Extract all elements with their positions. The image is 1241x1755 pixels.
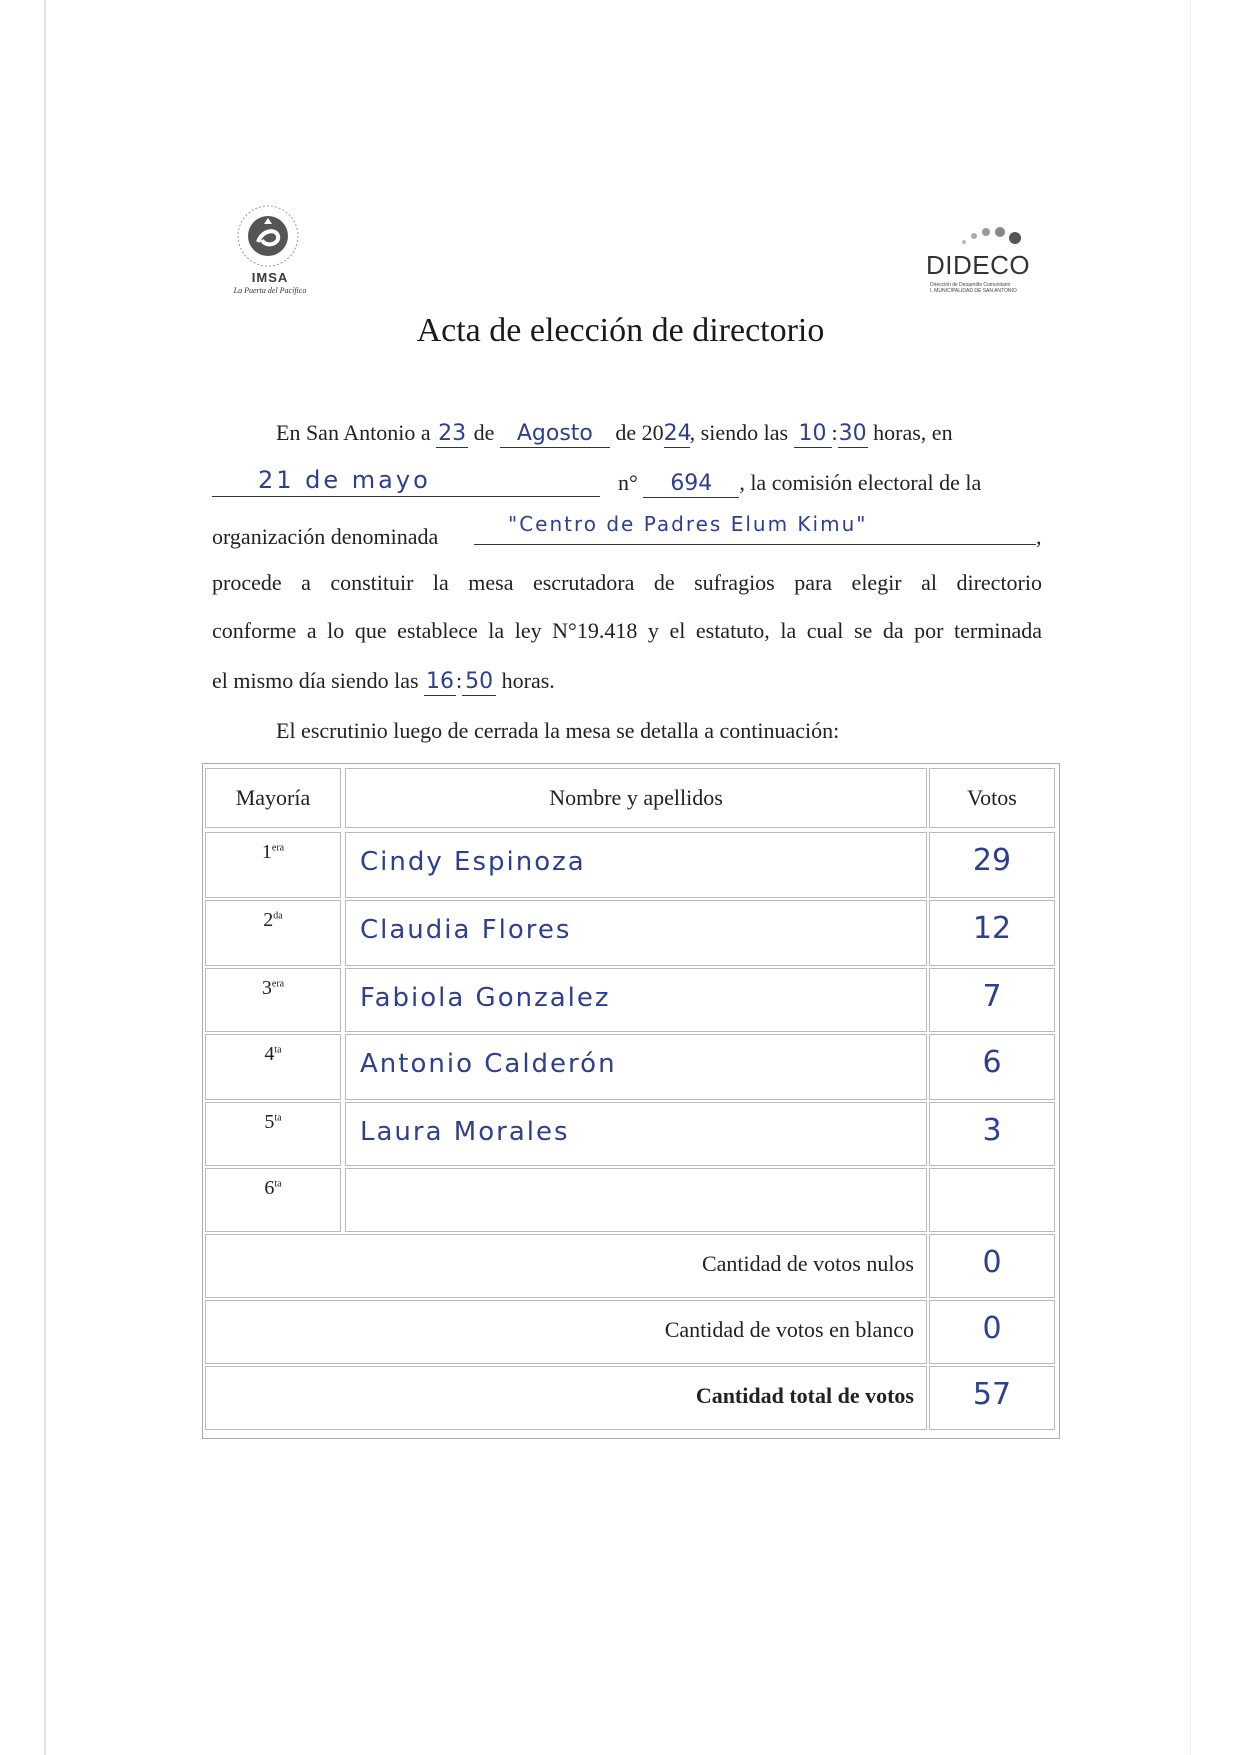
static-text: n°	[618, 470, 638, 495]
dideco-subtitle: Dirección de Desarrollo Comunitario	[930, 282, 1011, 288]
imsa-tagline: La Puerta del Pacífico	[233, 286, 307, 295]
votes-cell	[929, 1168, 1055, 1232]
results-table	[202, 763, 1060, 1439]
static-text: , siendo las	[689, 420, 789, 445]
month-field: Agosto	[500, 421, 610, 448]
total-votes-label: Cantidad total de votos	[205, 1366, 927, 1430]
static-text: horas.	[501, 668, 555, 693]
paragraph-line-4: procede a constituir la mesa escrutadora de sufragios para elegir al directorio	[212, 570, 1042, 595]
dideco-dots-icon	[960, 226, 1030, 248]
rank-cell: $6^{ta}$	[205, 1168, 341, 1232]
candidate-name-cell: Cindy Espinoza	[345, 832, 927, 898]
rank-cell: $2^{da}$	[205, 900, 341, 966]
document-title: Acta de elección de directorio	[416, 312, 825, 349]
blank-votes-value: 0	[929, 1300, 1055, 1364]
static-text: organización denominada	[212, 524, 439, 549]
votes-cell: 29	[929, 832, 1055, 898]
static-text: el mismo día siendo las	[212, 668, 419, 693]
candidate-name-cell: Laura Morales	[345, 1102, 927, 1166]
candidate-name-cell	[345, 1168, 927, 1232]
day-field: 23	[438, 421, 467, 446]
end-hour-field: 16	[426, 669, 455, 694]
paragraph-line-1	[276, 420, 953, 448]
address-field: 21 de mayo	[258, 466, 431, 494]
paragraph-line-7: El escrutinio luego de cerrada la mesa se detalla a continuación:	[276, 718, 840, 743]
header-rank: Mayoría	[205, 768, 341, 828]
start-minute-field: 30	[838, 421, 867, 446]
total-votes-value: 57	[929, 1366, 1055, 1430]
votes-cell: 3	[929, 1102, 1055, 1166]
candidate-name-cell: Fabiola Gonzalez	[345, 968, 927, 1032]
votes-cell: 7	[929, 968, 1055, 1032]
paragraph-line-5: conforme a lo que establece la ley N°19.418 y el estatuto, la cual se da por terminada	[212, 618, 1042, 643]
rank-cell: $5^{ta}$	[205, 1102, 341, 1166]
year-field: 24	[663, 421, 692, 446]
imsa-logo	[222, 204, 318, 310]
header-name: Nombre y apellidos	[345, 768, 927, 828]
dideco-subtitle: I. MUNICIPALIDAD DE SAN ANTONIO	[930, 288, 1017, 294]
organization-field: "Centro de Padres Elum Kimu"	[508, 512, 868, 536]
paragraph-line-6	[212, 668, 555, 696]
scan-edge	[1190, 0, 1191, 1755]
static-text: de 20	[615, 420, 664, 445]
start-hour-field: 10	[794, 421, 832, 448]
imsa-seal-icon	[236, 204, 300, 268]
votes-cell: 12	[929, 900, 1055, 966]
scan-edge	[44, 0, 46, 1755]
candidate-name-cell: Claudia Flores	[345, 900, 927, 966]
rank-cell: $4^{ta}$	[205, 1034, 341, 1100]
static-text: :	[831, 420, 838, 445]
number-field: 694	[643, 471, 739, 498]
static-text: horas, en	[873, 420, 953, 445]
static-text: En San Antonio a	[276, 420, 431, 445]
rank-cell: $3^{era}$	[205, 968, 341, 1032]
static-text: , la comisión electoral de la	[739, 470, 982, 495]
dideco-wordmark: DIDECO	[926, 250, 1031, 280]
null-votes-value: 0	[929, 1234, 1055, 1298]
candidate-name-cell: Antonio Calderón	[345, 1034, 927, 1100]
paragraph-line-2	[618, 470, 981, 498]
static-text: de	[473, 420, 495, 445]
null-votes-label: Cantidad de votos nulos	[205, 1234, 927, 1298]
rank-cell: $1^{era}$	[205, 832, 341, 898]
static-text: ,	[1036, 524, 1042, 549]
votes-cell: 6	[929, 1034, 1055, 1100]
imsa-wordmark: IMSA	[251, 270, 289, 285]
blank-votes-label: Cantidad de votos en blanco	[205, 1300, 927, 1364]
paragraph-line-3	[212, 524, 438, 550]
static-text: :	[456, 668, 463, 693]
end-minute-field: 50	[462, 669, 496, 696]
dideco-logo	[920, 226, 1040, 300]
header-votes: Votos	[929, 768, 1055, 828]
